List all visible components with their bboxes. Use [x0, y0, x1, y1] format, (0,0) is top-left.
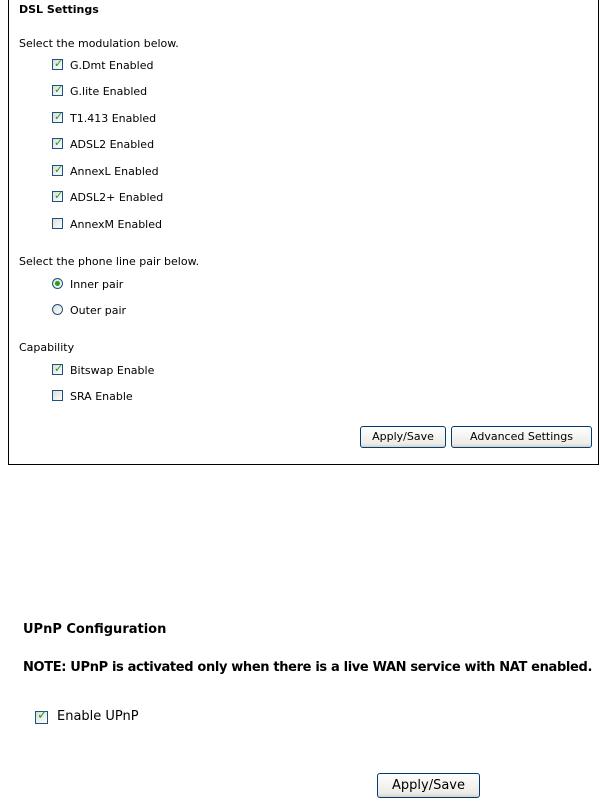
gdmt-checkbox[interactable] [52, 59, 63, 70]
sra-label: SRA Enable [70, 390, 133, 403]
outer-pair-radio[interactable] [52, 304, 63, 315]
check-mark-icon: ✓ [54, 189, 64, 202]
check-mark-icon: ✓ [54, 83, 64, 96]
check-mark-icon: ✓ [54, 136, 64, 149]
check-mark-icon: ✓ [37, 708, 48, 723]
inner-pair-label: Inner pair [70, 278, 124, 291]
check-mark-icon: ✓ [54, 362, 64, 375]
adsl2-label: ADSL2 Enabled [70, 138, 155, 151]
outer-pair-label: Outer pair [70, 304, 127, 317]
annexm-checkbox[interactable] [52, 218, 63, 229]
bitswap-checkbox[interactable] [52, 364, 63, 375]
enable-upnp-checkbox[interactable] [35, 708, 48, 724]
glite-checkbox[interactable] [52, 85, 63, 96]
dsl-settings-title: DSL Settings [19, 3, 99, 16]
annexl-label: AnnexL Enabled [70, 165, 159, 178]
adsl2-checkbox[interactable] [52, 138, 63, 149]
adsl2plus-label: ADSL2+ Enabled [70, 191, 164, 204]
capability-label: Capability [19, 341, 75, 354]
t1413-checkbox[interactable] [52, 112, 63, 123]
radio-dot-icon [55, 281, 60, 286]
inner-pair-radio[interactable] [52, 278, 63, 289]
bitswap-label: Bitswap Enable [70, 364, 155, 377]
modulation-prompt: Select the modulation below. [19, 37, 179, 50]
enable-upnp-label: Enable UPnP [57, 709, 139, 724]
advanced-settings-button[interactable]: Advanced Settings [451, 426, 592, 448]
gdmt-label: G.Dmt Enabled [70, 59, 154, 72]
check-mark-icon: ✓ [54, 163, 64, 176]
glite-label: G.lite Enabled [70, 85, 148, 98]
dsl-apply-save-button[interactable]: Apply/Save [360, 426, 446, 448]
adsl2plus-checkbox[interactable] [52, 191, 63, 202]
t1413-label: T1.413 Enabled [70, 112, 157, 125]
check-mark-icon: ✓ [54, 110, 64, 123]
upnp-title: UPnP Configuration [23, 622, 167, 637]
annexl-checkbox[interactable] [52, 165, 63, 176]
upnp-note: NOTE: UPnP is activated only when there is a live WAN service with NAT enabled. [23, 660, 593, 675]
check-mark-icon: ✓ [54, 57, 64, 70]
sra-checkbox[interactable] [52, 390, 63, 401]
upnp-apply-save-button[interactable]: Apply/Save [377, 773, 480, 798]
pair-prompt: Select the phone line pair below. [19, 255, 200, 268]
annexm-label: AnnexM Enabled [70, 218, 162, 231]
